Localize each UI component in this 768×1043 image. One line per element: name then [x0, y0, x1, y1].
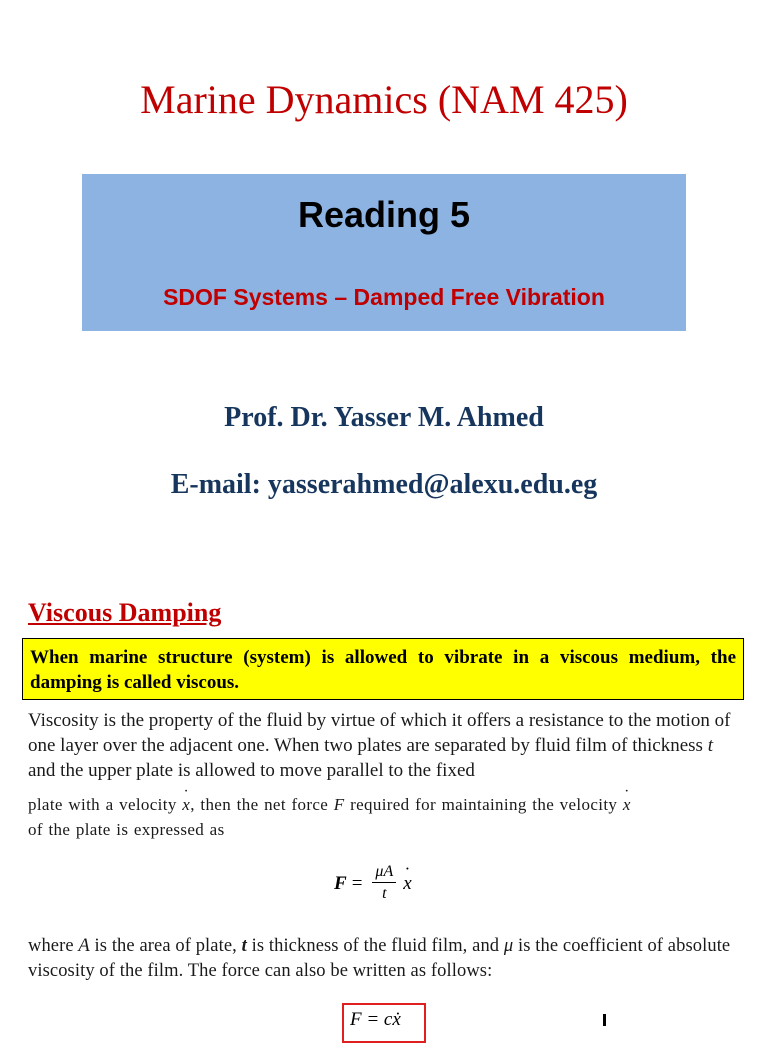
paragraph-text: required for maintaining the velocity: [344, 795, 623, 814]
section-heading: Viscous Damping: [28, 598, 222, 627]
math-var: A: [78, 936, 90, 956]
paragraph-text: where: [28, 936, 79, 956]
paragraph-text: is the area of plate,: [89, 936, 242, 956]
math-var: μ: [503, 936, 514, 956]
paragraph-definitions: [28, 934, 740, 984]
paragraph-viscosity: [28, 708, 740, 783]
formula-fraction: [372, 862, 396, 905]
reading-title: Reading 5: [297, 194, 471, 235]
paragraph-text: is the coefficient of absolute viscosity of the film. The force can also be written as follows:: [28, 936, 731, 981]
reading-subtitle: SDOF Systems – Damped Free Vibration: [163, 284, 605, 310]
definition-text: When marine structure (system) is allowed to vibrate in a viscous medium, the damping is called viscous.: [30, 647, 736, 693]
author-email: E-mail: yasserahmed@alexu.edu.eg: [170, 469, 598, 500]
force-formula: [334, 862, 412, 905]
paragraph-text: and the upper plate is allowed to move parallel to the fixed: [28, 760, 475, 781]
math-var: F: [333, 795, 345, 814]
paragraph-velocity: [28, 792, 740, 842]
math-var: t: [707, 735, 713, 756]
paragraph-text: , then the net force: [190, 795, 334, 814]
paragraph-text: Viscosity is the property of the fluid by virtue of which it offers a resistance to the motion of one layer over the adjacent one. When two plates are separated by fluid film of thickness: [28, 710, 731, 756]
course-title: Marine Dynamics (NAM 425): [140, 77, 628, 122]
damping-formula: F = cẋ: [350, 1009, 401, 1030]
formula-lhs: F: [334, 872, 347, 894]
damping-formula-box: [342, 1003, 426, 1043]
math-var: ˙ x: [623, 792, 631, 817]
paragraph-text: of the plate is expressed as: [28, 820, 225, 839]
formula-denominator: t: [382, 885, 387, 902]
formula-numerator: μA: [372, 862, 396, 883]
definition-highlight: [22, 638, 744, 700]
formula-velocity: ˙ x: [403, 873, 411, 895]
math-var: t: [241, 936, 247, 956]
paragraph-text: plate with a velocity: [28, 795, 183, 814]
author-name: Prof. Dr. Yasser M. Ahmed: [224, 402, 544, 433]
math-var: ˙ x: [182, 792, 190, 817]
formula-equals: =: [351, 872, 363, 894]
paragraph-text: is thickness of the fluid film, and: [246, 936, 504, 956]
figure-fragment: [603, 1014, 606, 1026]
